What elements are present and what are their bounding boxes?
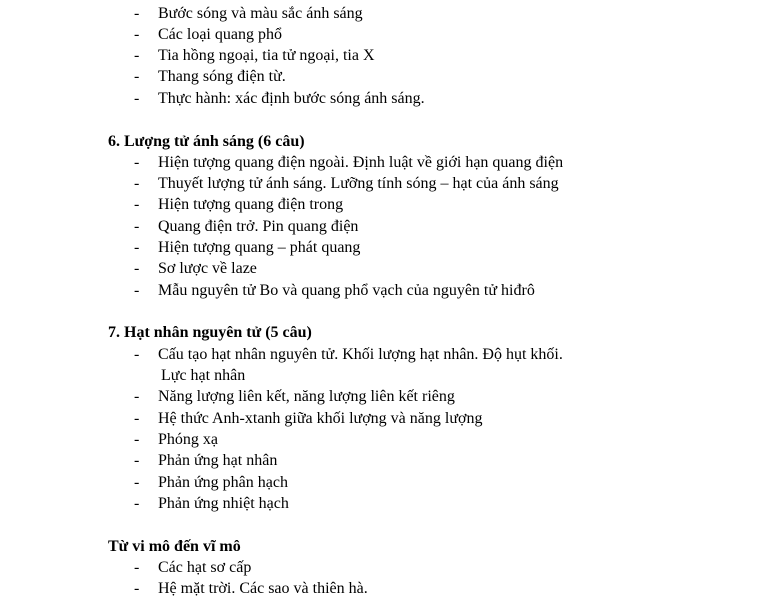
- bullet-dash: -: [134, 47, 140, 64]
- bullet-dash: -: [134, 260, 140, 277]
- bullet-dash: -: [134, 90, 140, 107]
- list-item-text: Thang sóng điện từ.: [158, 68, 286, 85]
- list-item-text: Lực hạt nhân: [161, 367, 246, 384]
- list-item-text: Các hạt sơ cấp: [158, 559, 252, 576]
- list-item-text: Mẫu nguyên tử Bo và quang phổ vạch của nguyên tử hiđrô: [158, 282, 535, 299]
- list-item-text: Tia hồng ngoại, tia tử ngoại, tia X: [158, 47, 375, 64]
- bullet-dash: -: [134, 346, 140, 363]
- bullet-dash: -: [134, 580, 140, 597]
- list-item-text: Hiện tượng quang – phát quang: [158, 239, 361, 256]
- bullet-dash: -: [134, 474, 140, 491]
- list-item-text: Hiện tượng quang điện ngoài. Định luật về giới hạn quang điện: [158, 154, 564, 171]
- bullet-dash: -: [134, 388, 140, 405]
- list-item-text: Quang điện trở. Pin quang điện: [158, 218, 359, 235]
- section-7-title: 7. Hạt nhân nguyên tử (5 câu): [108, 324, 312, 341]
- list-item-text: Hệ thức Anh-xtanh giữa khối lượng và năng lượng: [158, 410, 483, 427]
- section-6-title: 6. Lượng tử ánh sáng (6 câu): [108, 133, 305, 150]
- list-item-text: Cấu tạo hạt nhân nguyên tử. Khối lượng hạt nhân. Độ hụt khối.: [158, 346, 563, 363]
- list-item-text: Sơ lược về laze: [158, 260, 257, 277]
- bullet-dash: -: [134, 495, 140, 512]
- bullet-dash: -: [134, 26, 140, 43]
- list-item-text: Bước sóng và màu sắc ánh sáng: [158, 5, 363, 22]
- list-item-text: Phóng xạ: [158, 431, 218, 448]
- bullet-dash: -: [134, 175, 140, 192]
- bullet-dash: -: [134, 431, 140, 448]
- list-item-text: Phản ứng nhiệt hạch: [158, 495, 289, 512]
- bullet-dash: -: [134, 5, 140, 22]
- bullet-dash: -: [134, 282, 140, 299]
- list-item-text: Năng lượng liên kết, năng lượng liên kết riêng: [158, 388, 455, 405]
- list-item-text: Thuyết lượng tử ánh sáng. Lưỡng tính sóng – hạt của ánh sáng: [158, 175, 559, 192]
- bullet-dash: -: [134, 68, 140, 85]
- bullet-dash: -: [134, 559, 140, 576]
- list-item-text: Phản ứng hạt nhân: [158, 452, 278, 469]
- list-item-text: Hệ mặt trời. Các sao và thiên hà.: [158, 580, 368, 597]
- section-8-title: Từ vi mô đến vĩ mô: [108, 538, 241, 555]
- list-item-text: Phản ứng phân hạch: [158, 474, 288, 491]
- bullet-dash: -: [134, 452, 140, 469]
- bullet-dash: -: [134, 239, 140, 256]
- list-item-text: Thực hành: xác định bước sóng ánh sáng.: [158, 90, 425, 107]
- bullet-dash: -: [134, 196, 140, 213]
- list-item-text: Các loại quang phổ: [158, 26, 282, 43]
- list-item-text: Hiện tượng quang điện trong: [158, 196, 344, 213]
- bullet-dash: -: [134, 218, 140, 235]
- bullet-dash: -: [134, 410, 140, 427]
- bullet-dash: -: [134, 154, 140, 171]
